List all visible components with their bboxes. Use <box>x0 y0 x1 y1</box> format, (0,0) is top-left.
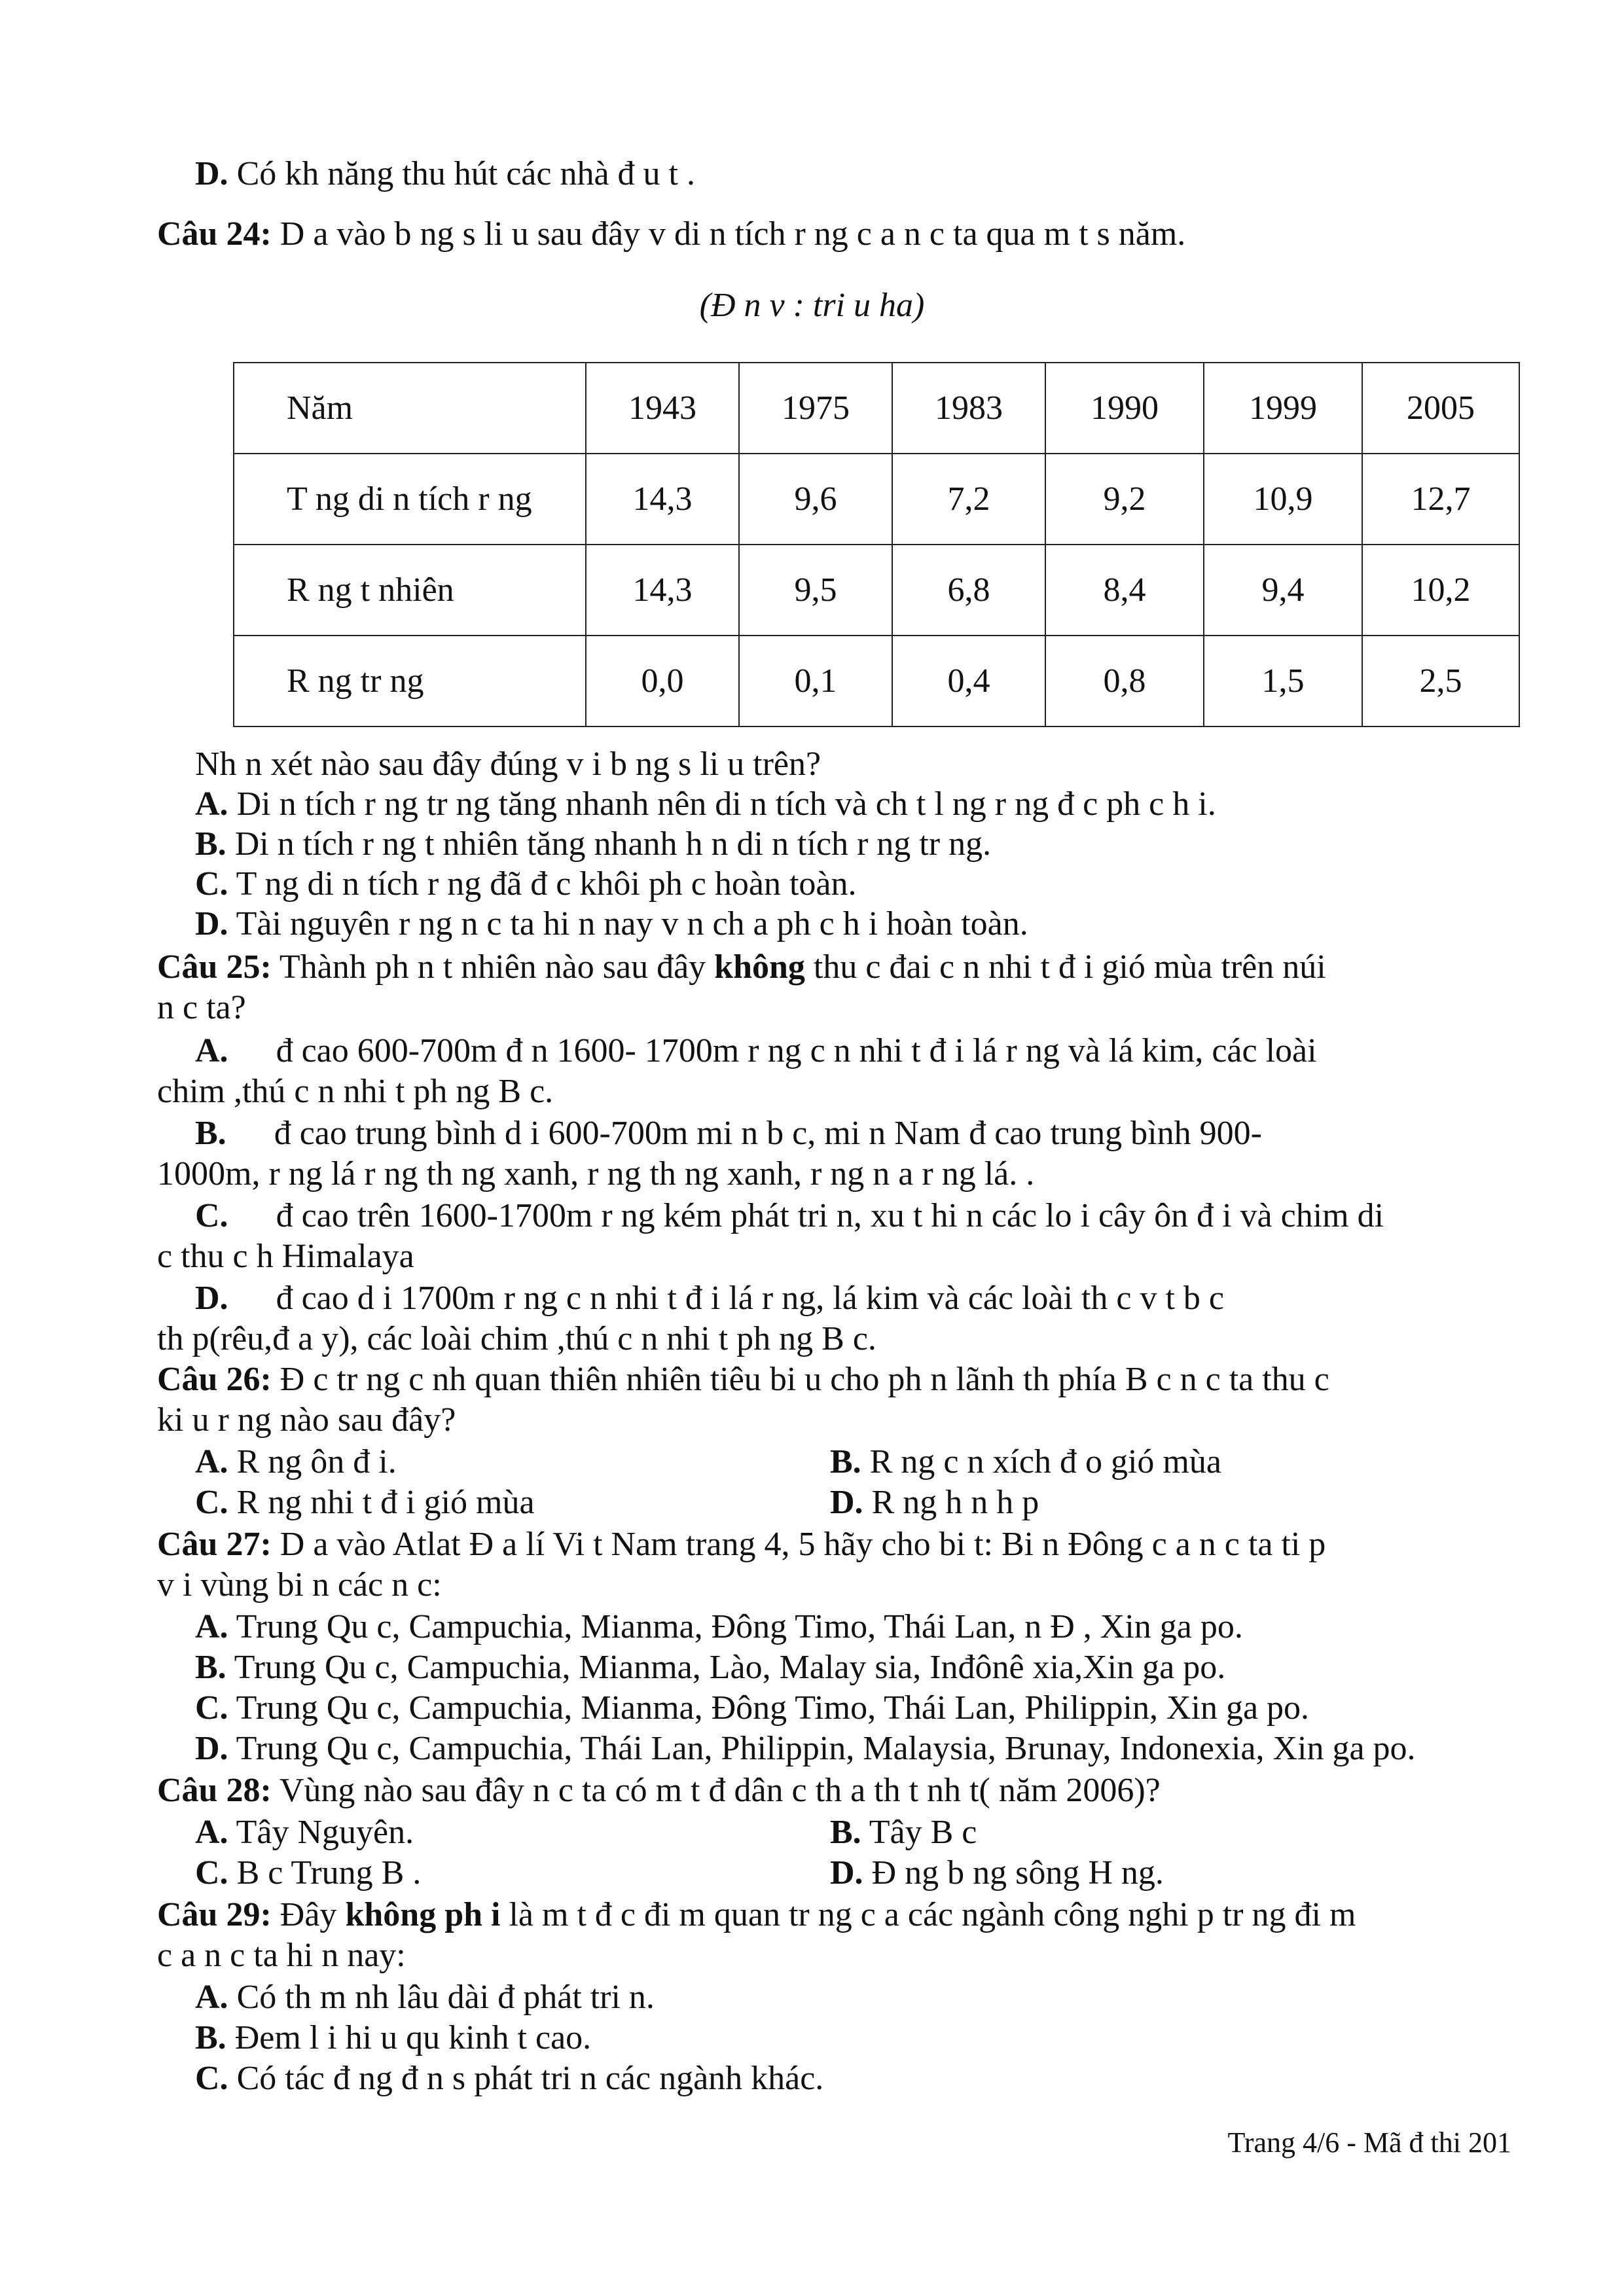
option-text: đ cao 600-700m đ n 1600- 1700m r ng c n nhi t đ i lá r ng và lá kim, các loài <box>276 1032 1317 1069</box>
option-text: Di n tích r ng t nhiên tăng nhanh h n di n tích r ng tr ng. <box>234 825 992 863</box>
question-label: Câu 25: <box>157 948 272 986</box>
option-label: D. <box>195 155 228 192</box>
option-text: Đ ng b ng sông H ng. <box>871 1854 1164 1892</box>
year-cell: 1943 <box>586 363 739 454</box>
option-label: D. <box>195 905 228 942</box>
table-row <box>234 636 1519 726</box>
question-label: Câu 27: <box>157 1526 272 1563</box>
q29-stem <box>157 1895 1356 1935</box>
option-label: A. <box>195 1443 228 1480</box>
table-cell: 0,1 <box>739 636 892 726</box>
q26-option-c <box>195 1482 535 1523</box>
question-text: là m t đ c đi m quan tr ng c a các ngành công nghi p tr ng đi m <box>509 1896 1356 1933</box>
year-cell: 1990 <box>1045 363 1204 454</box>
header-cell: Năm <box>234 363 586 454</box>
option-text: T ng di n tích r ng đã đ c khôi ph c hoàn toàn. <box>236 865 857 903</box>
q25-option-c-line2: c thu c h Himalaya <box>157 1238 414 1275</box>
q24-prompt: Nh n xét nào sau đây đúng v i b ng s li u trên? <box>195 745 821 783</box>
q29-option-a <box>195 1977 655 2018</box>
q28-option-c <box>195 1853 421 1893</box>
table-cell: 1,5 <box>1204 636 1362 726</box>
q26-option-d <box>830 1482 1039 1523</box>
table-cell: 0,8 <box>1045 636 1204 726</box>
table-cell: 14,3 <box>586 545 739 636</box>
q25-option-a-line2: chim ,thú c n nhi t ph ng B c. <box>157 1073 554 1110</box>
option-text: Trung Qu c, Campuchia, Thái Lan, Philippin, Malaysia, Brunay, Indonexia, Xin ga po. <box>236 1730 1416 1767</box>
q27-option-d <box>195 1729 1416 1769</box>
option-label: C. <box>195 1484 228 1521</box>
q25-stem-line2: n c ta? <box>157 989 246 1026</box>
option-label: C. <box>195 865 228 903</box>
option-label: A. <box>195 1979 228 2016</box>
year-cell: 1983 <box>892 363 1045 454</box>
option-label: D. <box>830 1484 863 1521</box>
option-label: A. <box>195 1032 228 1069</box>
table-cell: 12,7 <box>1362 454 1519 545</box>
table-cell: 6,8 <box>892 545 1045 636</box>
page-footer: Trang 4/6 - Mã đ thi 201 <box>1227 2126 1511 2159</box>
option-label: B. <box>830 1814 861 1851</box>
row-label: R ng tr ng <box>234 636 586 726</box>
table-row <box>234 454 1519 545</box>
option-text: R ng h n h p <box>871 1484 1039 1521</box>
year-cell: 2005 <box>1362 363 1519 454</box>
option-text: Tây Nguyên. <box>236 1814 414 1851</box>
table-row <box>234 545 1519 636</box>
q29-option-b <box>195 2018 591 2058</box>
option-text: Có tác đ ng đ n s phát tri n các ngành khác. <box>236 2060 824 2097</box>
q27-option-b <box>195 1647 1225 1688</box>
q24-option-d <box>195 904 1028 944</box>
q25-option-b-line2: 1000m, r ng lá r ng th ng xanh, r ng th ng xanh, r ng n a r ng lá. . <box>157 1155 1035 1193</box>
option-text: Tây B c <box>869 1814 977 1851</box>
option-text: đ cao trên 1600-1700m r ng kém phát tri n, xu t hi n các lo i cây ôn đ i và chim di <box>276 1197 1384 1234</box>
q24-stem <box>157 214 1185 255</box>
q24-option-a <box>195 784 1216 825</box>
q23-option-d <box>195 154 695 194</box>
option-text: Có th m nh lâu dài đ phát tri n. <box>236 1979 655 2016</box>
table-cell: 8,4 <box>1045 545 1204 636</box>
q27-option-a <box>195 1607 1243 1647</box>
table-cell: 10,9 <box>1204 454 1362 545</box>
q25-option-b <box>195 1113 1262 1154</box>
q28-option-a <box>195 1812 414 1853</box>
table-cell: 9,6 <box>739 454 892 545</box>
table-cell: 14,3 <box>586 454 739 545</box>
table-unit-caption: (Đ n v : tri u ha) <box>699 287 925 324</box>
q26-option-b <box>830 1442 1221 1482</box>
question-label: Câu 28: <box>157 1772 272 1809</box>
question-text: thu c đai c n nhi t đ i gió mùa trên núi <box>813 948 1326 986</box>
q25-option-c <box>195 1196 1384 1236</box>
option-label: C. <box>195 1689 228 1727</box>
question-text: Đây <box>280 1896 337 1933</box>
table-cell: 9,4 <box>1204 545 1362 636</box>
q28-option-b <box>830 1812 977 1853</box>
q27-stem-line2: v i vùng bi n các n c: <box>157 1566 442 1604</box>
option-text: Trung Qu c, Campuchia, Mianma, Đông Timo, Thái Lan, n Đ , Xin ga po. <box>236 1608 1243 1645</box>
option-text: Di n tích r ng tr ng tăng nhanh nên di n tích và ch t l ng r ng đ c ph c h i. <box>236 785 1216 823</box>
option-label: D. <box>195 1280 228 1317</box>
q28-option-d <box>830 1853 1164 1893</box>
table-cell: 9,2 <box>1045 454 1204 545</box>
q27-stem <box>157 1524 1326 1565</box>
table-cell: 0,4 <box>892 636 1045 726</box>
option-label: D. <box>830 1854 863 1892</box>
q24-option-c <box>195 864 856 905</box>
q29-option-c <box>195 2058 823 2099</box>
option-label: B. <box>195 1115 226 1152</box>
question-text: Vùng nào sau đây n c ta có m t đ dân c th a th t nh t( năm 2006)? <box>279 1772 1161 1809</box>
option-label: B. <box>195 825 226 863</box>
option-text: R ng ôn đ i. <box>236 1443 397 1480</box>
table-cell: 9,5 <box>739 545 892 636</box>
q25-option-d-line2: th p(rêu,đ a y), các loài chim ,thú c n nhi t ph ng B c. <box>157 1320 876 1357</box>
q29-stem-line2: c a n c ta hi n nay: <box>157 1937 406 1974</box>
option-label: A. <box>195 1608 228 1645</box>
option-label: B. <box>195 1649 226 1686</box>
table-header-row <box>234 363 1519 454</box>
option-label: B. <box>830 1443 861 1480</box>
row-label: R ng t nhiên <box>234 545 586 636</box>
option-label: C. <box>195 1854 228 1892</box>
q26-stem <box>157 1359 1329 1400</box>
option-label: A. <box>195 785 228 823</box>
forest-area-table <box>233 362 1520 727</box>
option-text: đ cao trung bình d i 600-700m mi n b c, mi n Nam đ cao trung bình 900- <box>274 1115 1262 1152</box>
question-text: Thành ph n t nhiên nào sau đây <box>279 948 706 986</box>
option-text: Tài nguyên r ng n c ta hi n nay v n ch a ph c h i hoàn toàn. <box>236 905 1028 942</box>
question-label: Câu 29: <box>157 1896 272 1933</box>
q28-stem <box>157 1770 1161 1811</box>
table-cell: 10,2 <box>1362 545 1519 636</box>
option-text: Có kh năng thu hút các nhà đ u t . <box>236 155 695 192</box>
option-text: đ cao d i 1700m r ng c n nhi t đ i lá r ng, lá kim và các loài th c v t b c <box>276 1280 1224 1317</box>
question-text: Đ c tr ng c nh quan thiên nhiên tiêu bi u cho ph n lãnh th phía B c n c ta thu c <box>280 1361 1329 1398</box>
option-text: B c Trung B . <box>236 1854 422 1892</box>
question-label: Câu 26: <box>157 1361 272 1398</box>
year-cell: 1975 <box>739 363 892 454</box>
question-text: D a vào b ng s li u sau đây v di n tích r ng c a n c ta qua m t s năm. <box>280 215 1186 253</box>
option-text: R ng nhi t đ i gió mùa <box>236 1484 535 1521</box>
table-cell: 0,0 <box>586 636 739 726</box>
question-emphasis: không ph i <box>345 1896 501 1933</box>
question-emphasis: không <box>714 948 805 986</box>
option-text: R ng c n xích đ o gió mùa <box>869 1443 1221 1480</box>
option-text: Đem l i hi u qu kinh t cao. <box>234 2019 592 2056</box>
q27-option-c <box>195 1688 1309 1729</box>
option-text: Trung Qu c, Campuchia, Mianma, Lào, Malay sia, Inđônê xia,Xin ga po. <box>234 1649 1226 1686</box>
q26-option-a <box>195 1442 397 1482</box>
option-label: D. <box>195 1730 228 1767</box>
question-label: Câu 24: <box>157 215 272 253</box>
option-label: C. <box>195 2060 228 2097</box>
q25-stem <box>157 947 1326 988</box>
q26-stem-line2: ki u r ng nào sau đây? <box>157 1401 456 1439</box>
q25-option-a <box>195 1031 1317 1071</box>
option-label: B. <box>195 2019 226 2056</box>
q25-option-d <box>195 1278 1224 1319</box>
table-cell: 7,2 <box>892 454 1045 545</box>
row-label: T ng di n tích r ng <box>234 454 586 545</box>
option-label: C. <box>195 1197 228 1234</box>
q24-option-b <box>195 824 991 865</box>
option-label: A. <box>195 1814 228 1851</box>
option-text: Trung Qu c, Campuchia, Mianma, Đông Timo, Thái Lan, Philippin, Xin ga po. <box>236 1689 1310 1727</box>
table-cell: 2,5 <box>1362 636 1519 726</box>
year-cell: 1999 <box>1204 363 1362 454</box>
question-text: D a vào Atlat Đ a lí Vi t Nam trang 4, 5 hãy cho bi t: Bi n Đông c a n c ta ti p <box>280 1526 1326 1563</box>
